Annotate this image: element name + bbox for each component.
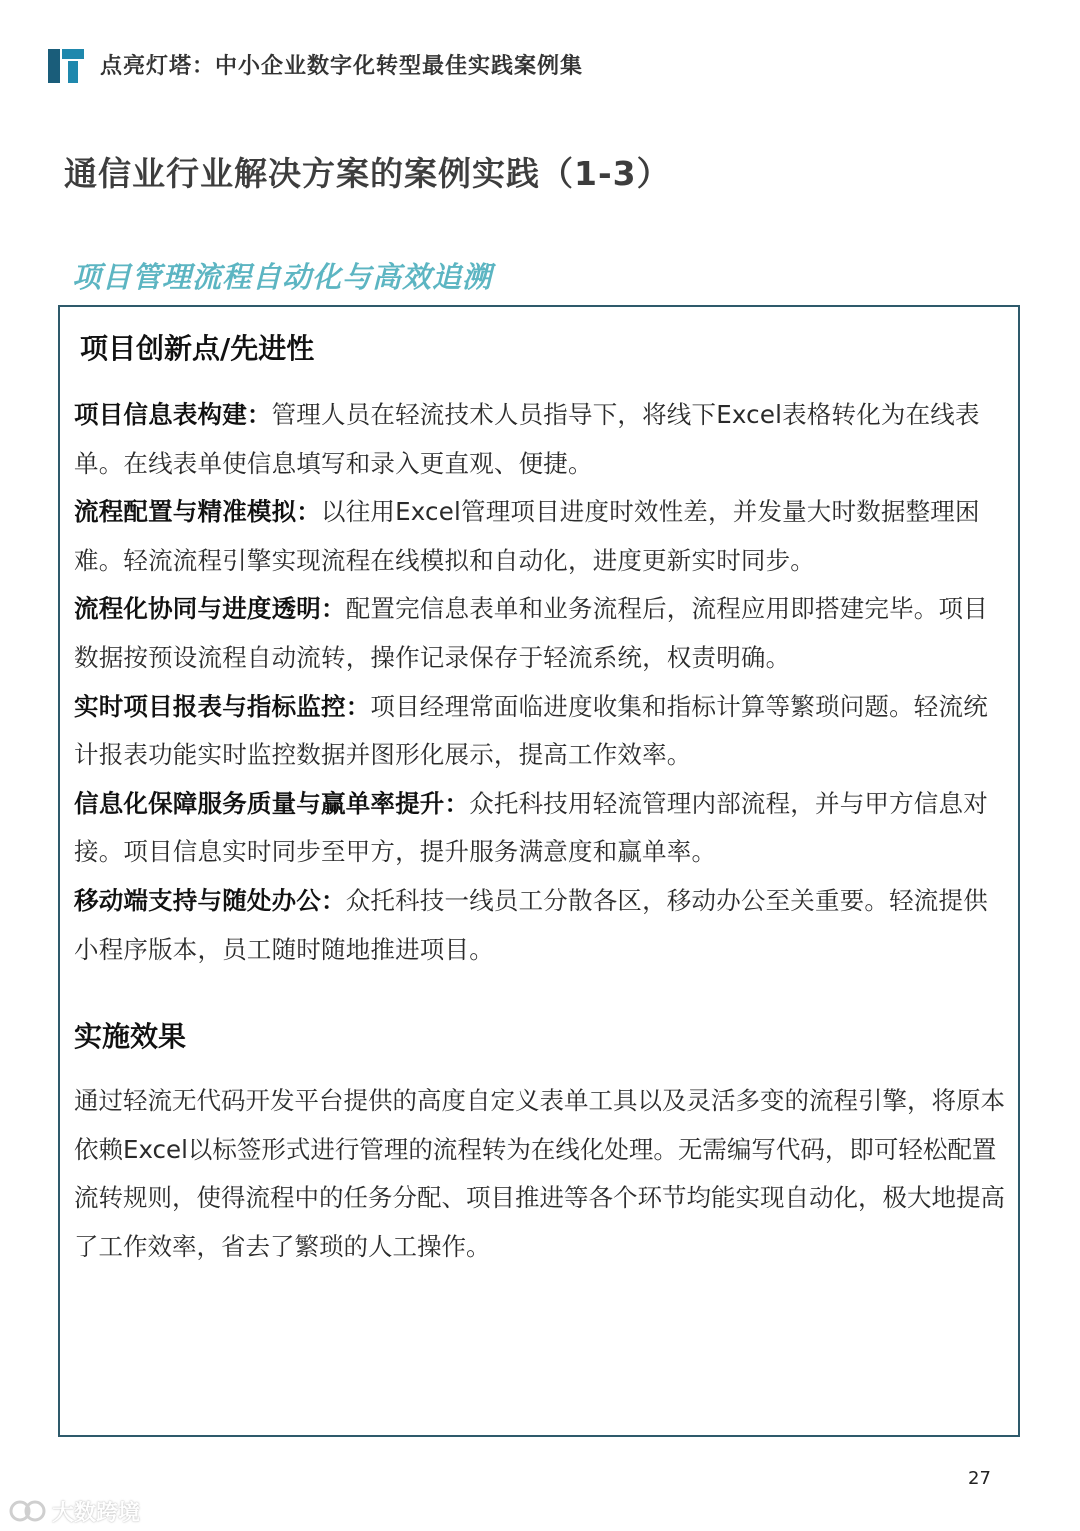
innovation-item-text: 配置完信息表单和业务流程后，流程应用即搭建完毕。项目数据按预设流程自动流转，操作记录保存于轻流系统，权责明确。	[74, 594, 988, 672]
innovation-item-label: 实时项目报表与指标监控：	[74, 691, 371, 721]
page-title: 通信业行业解决方案的案例实践（1-3）	[64, 154, 671, 193]
innovation-item-label: 信息化保障服务质量与赢单率提升：	[74, 788, 470, 818]
innovation-item-label: 流程化协同与进度透明：	[74, 594, 346, 624]
watermark-text: 大数跨境	[52, 1500, 141, 1526]
effect-heading: 实施效果	[74, 1020, 187, 1053]
innovation-item-label: 项目信息表构建：	[74, 400, 272, 429]
innovation-item-text: 以往用Excel管理项目进度时效性差，并发量大时数据整理困难。轻流流程引擎实现流程在线模拟和自动化，进度更新实时同步。	[74, 497, 980, 575]
watermark-logo-icon	[8, 1496, 48, 1526]
innovation-item	[74, 585, 1010, 682]
page-number: 27	[968, 1468, 991, 1489]
page-header	[48, 44, 583, 84]
innovation-item	[74, 488, 1010, 585]
innovation-item-text: 众托科技用轻流管理内部流程，并与甲方信息对接。项目信息实时同步至甲方，提升服务满意度和赢单率。	[74, 788, 988, 867]
innovation-list	[74, 391, 1010, 974]
innovation-item-text: 众托科技一线员工分散各区，移动办公至关重要。轻流提供小程序版本，员工随时随地推进项目。	[74, 885, 988, 964]
innovation-item-text: 项目经理常面临进度收集和指标计算等繁琐问题。轻流统计报表功能实时监控数据并图形化展示，提高工作效率。	[74, 691, 988, 770]
content-box	[58, 305, 1020, 1437]
innovation-item	[74, 683, 1010, 780]
watermark	[8, 1494, 140, 1528]
innovation-item-text: 管理人员在轻流技术人员指导下，将线下Excel表格转化为在线表单。在线表单使信息填写和录入更直观、便捷。	[74, 400, 980, 478]
innovation-item	[74, 877, 1010, 974]
report-logo-icon	[48, 45, 88, 83]
report-title: 点亮灯塔：中小企业数字化转型最佳实践案例集	[100, 53, 584, 79]
innovation-item	[74, 391, 1010, 488]
section-title: 项目管理流程自动化与高效追溯	[72, 260, 493, 294]
innovation-heading: 项目创新点/先进性	[80, 332, 315, 365]
innovation-item-label: 移动端支持与随处办公：	[74, 885, 346, 915]
innovation-item-label: 流程配置与精准模拟：	[74, 497, 321, 527]
effect-text: 通过轻流无代码开发平台提供的高度自定义表单工具以及灵活多变的流程引擎，将原本依赖Excel以标签形式进行管理的流程转为在线化处理。无需编写代码，即可轻松配置流转规则，使得流程中的任务分配、项目推进等各个环节均能实现自动化，极大地提高了工作效率，省去了繁琐的人工操作。	[74, 1086, 1005, 1261]
innovation-item	[74, 780, 1010, 877]
